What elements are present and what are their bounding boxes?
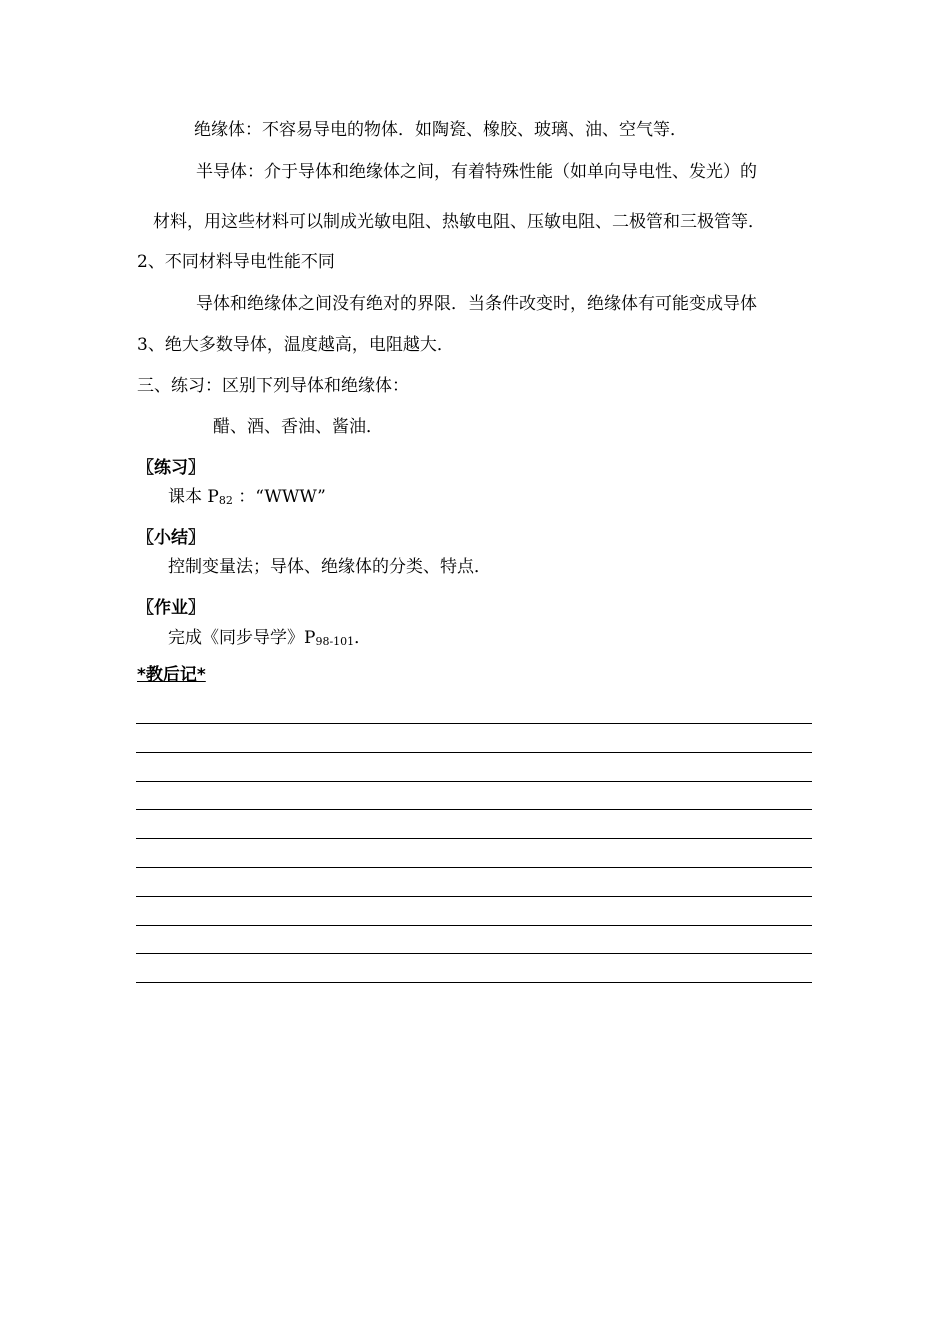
summary-text: 控制变量法；导体、绝缘体的分类、特点． bbox=[168, 557, 491, 577]
practice-text bbox=[168, 486, 326, 512]
blank-writing-line bbox=[136, 867, 812, 868]
point-2-title: 2、不同材料导电性能不同 bbox=[137, 252, 335, 272]
blank-writing-line bbox=[136, 896, 812, 897]
homework-page-range: 98-101 bbox=[315, 635, 355, 648]
homework-text-prefix: 完成《同步导学》P bbox=[168, 628, 316, 648]
blank-writing-line bbox=[136, 809, 812, 810]
semiconductor-definition-line-2: 材料，用这些材料可以制成光敏电阻、热敏电阻、压敏电阻、二极管和三极管等． bbox=[153, 212, 765, 232]
blank-writing-line bbox=[136, 838, 812, 839]
homework-heading: 〖作业〗 bbox=[137, 598, 205, 618]
insulator-definition: 绝缘体：不容易导电的物体．如陶瓷、橡胶、玻璃、油、空气等． bbox=[194, 120, 687, 140]
homework-text-suffix: ． bbox=[354, 628, 372, 648]
blank-writing-line bbox=[136, 953, 812, 954]
blank-writing-line bbox=[136, 723, 812, 724]
point-3: 3、绝大多数导体，温度越高，电阻越大． bbox=[137, 335, 454, 355]
blank-writing-line bbox=[136, 781, 812, 782]
blank-writing-line bbox=[136, 925, 812, 926]
practice-text-prefix: 课本 P bbox=[168, 487, 219, 507]
exercise-items: 醋、酒、香油、酱油． bbox=[213, 417, 383, 437]
practice-text-suffix: ：“WWW” bbox=[232, 487, 326, 507]
summary-heading: 〖小结〗 bbox=[137, 528, 205, 548]
semiconductor-definition-line-1: 半导体：介于导体和绝缘体之间，有着特殊性能（如单向导电性、发光）的 bbox=[196, 162, 757, 182]
reflection-heading: *教后记* bbox=[137, 665, 206, 685]
homework-text bbox=[168, 627, 371, 653]
point-2-body: 导体和绝缘体之间没有绝对的界限．当条件改变时，绝缘体有可能变成导体 bbox=[196, 294, 757, 314]
blank-writing-line bbox=[136, 752, 812, 753]
exercise-title: 三、练习：区别下列导体和绝缘体： bbox=[137, 376, 409, 396]
blank-writing-line bbox=[136, 982, 812, 983]
practice-page-number: 82 bbox=[218, 494, 233, 507]
practice-heading: 〖练习〗 bbox=[137, 458, 205, 478]
